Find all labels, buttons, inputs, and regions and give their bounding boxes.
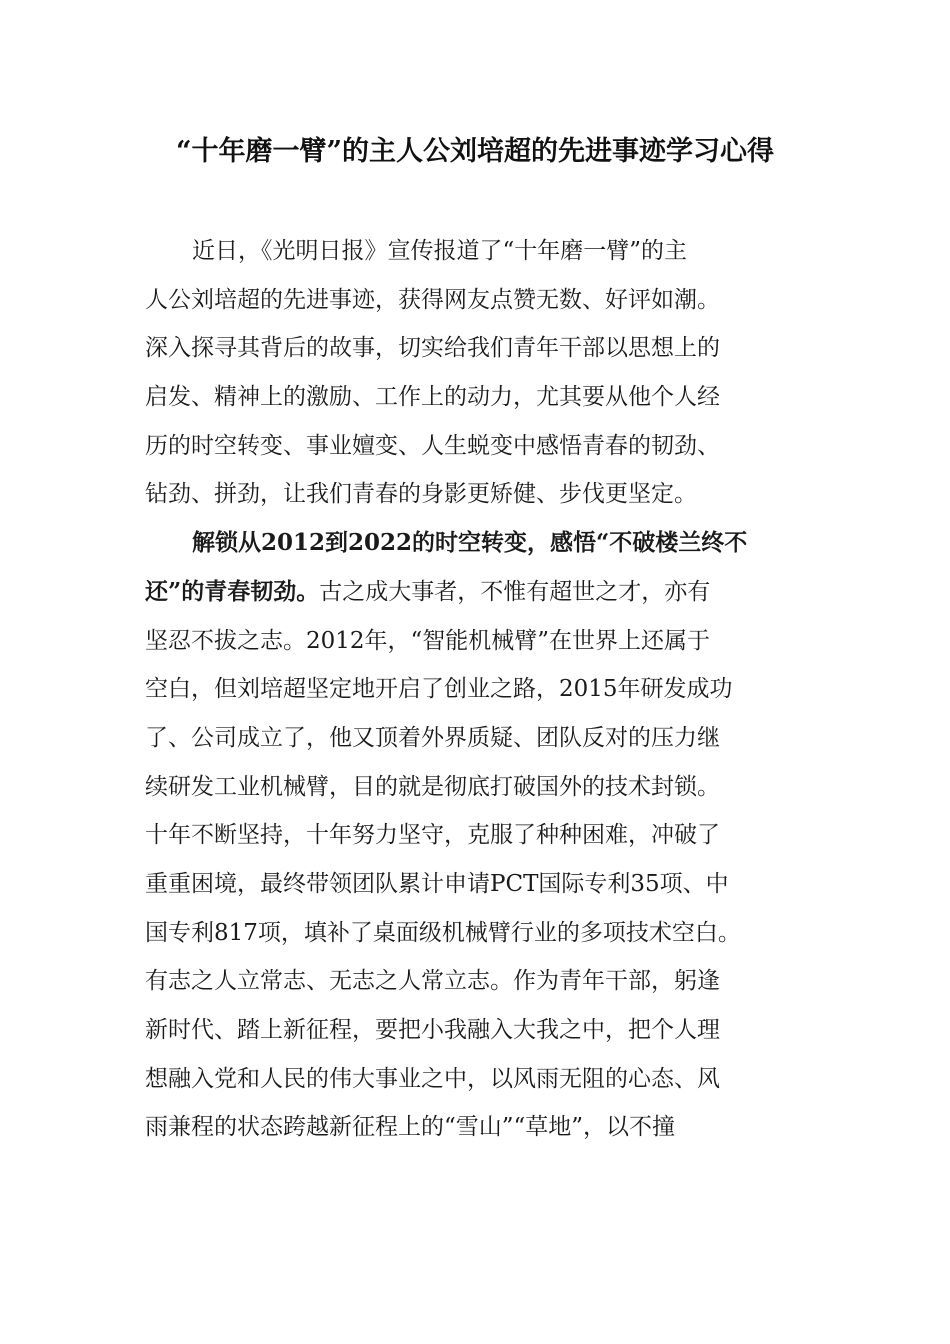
paragraph-line: 空白，但刘培超坚定地开启了创业之路，2015年研发成功 xyxy=(145,676,733,703)
paragraph-line: 有志之人立常志、无志之人常立志。作为青年干部，躬逢 xyxy=(145,968,720,995)
paragraph-text: 古之成大事者，不惟有超世之才，亦有 xyxy=(319,578,711,605)
paragraph-line: 续研发工业机械臂，目的就是彻底打破国外的技术封锁。 xyxy=(145,773,720,800)
paragraph-line: 深入探寻其背后的故事，切实给我们青年干部以思想上的 xyxy=(145,335,720,362)
section-heading: 解锁从2012到2022的时空转变，感悟“不破楼兰终不 xyxy=(192,529,748,557)
paragraph-line: 历的时空转变、事业嬗变、人生蜕变中感悟青春的韧劲、 xyxy=(145,432,720,459)
paragraph-intro xyxy=(145,227,807,519)
document-body xyxy=(145,227,807,1152)
paragraph-section-one xyxy=(145,519,807,1152)
paragraph-line: 雨兼程的状态跨越新征程上的“雪山”“草地”，以不撞 xyxy=(145,1114,676,1141)
section-heading-end: 还”的青春韧劲。 xyxy=(145,577,320,605)
paragraph-line: 人公刘培超的先进事迹，获得网友点赞无数、好评如潮。 xyxy=(145,286,720,313)
paragraph-line: 坚忍不拔之志。2012年，“智能机械臂”在世界上还属于 xyxy=(145,627,711,654)
paragraph-line: 想融入党和人民的伟大事业之中，以风雨无阻的心态、风 xyxy=(145,1065,720,1092)
document-title: “十年磨一臂”的主人公刘培超的先进事迹学习心得 xyxy=(175,136,775,167)
paragraph-line: 新时代、踏上新征程，要把小我融入大我之中，把个人理 xyxy=(145,1017,720,1043)
paragraph-line: 近日，《光明日报》宣传报道了“十年磨一臂”的主 xyxy=(192,238,688,264)
paragraph-line xyxy=(145,568,807,617)
paragraph-line: 了、公司成立了，他又顶着外界质疑、团队反对的压力继 xyxy=(145,724,720,751)
paragraph-line: 国专利817项，填补了桌面级机械臂行业的多项技术空白。 xyxy=(145,919,741,946)
paragraph-line: 十年不断坚持，十年努力坚守，克服了种种困难，冲破了 xyxy=(145,822,720,849)
paragraph-line: 重重困境，最终带领团队累计申请PCT国际专利35项、中 xyxy=(145,870,729,897)
paragraph-line: 启发、精神上的激励、工作上的动力，尤其要从他个人经 xyxy=(145,384,720,411)
paragraph-line: 钻劲、拼劲，让我们青春的身影更矫健、步伐更坚定。 xyxy=(145,481,697,508)
